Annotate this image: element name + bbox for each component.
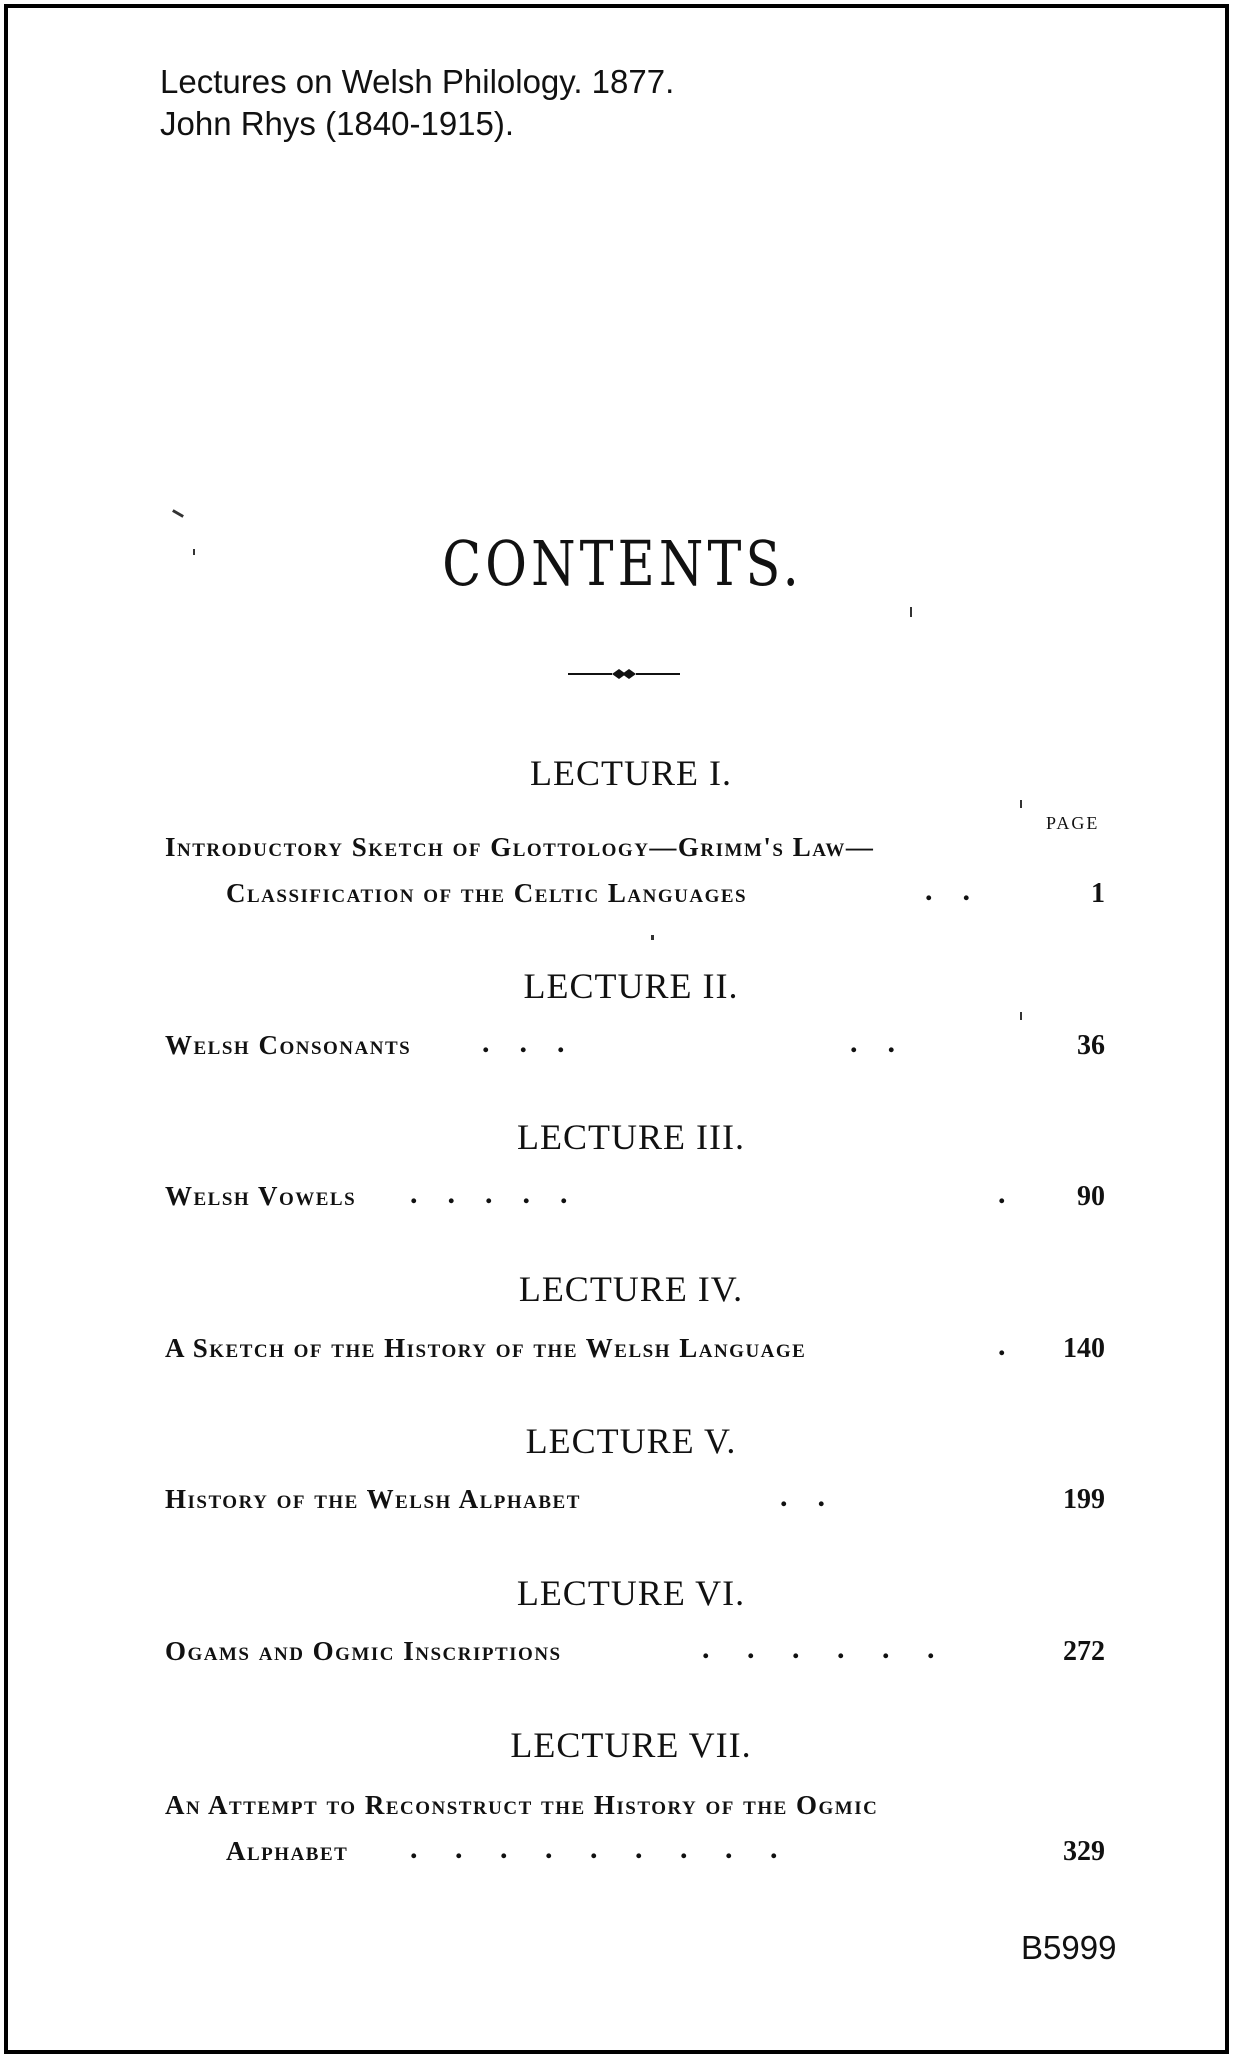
page-column-label: PAGE (1046, 813, 1100, 833)
lecture-heading-6: LECTURE VI. (516, 1573, 746, 1613)
toc-entry-4: A Sketch of the History of the Welsh Language (165, 1333, 807, 1363)
leader-dots: . . . (482, 1026, 565, 1059)
scan-speck (193, 549, 195, 555)
lecture-heading-3: LECTURE III. (517, 1117, 745, 1157)
leader-dots: . . (925, 874, 970, 907)
scan-speck (1020, 1012, 1022, 1020)
lecture-heading-2: LECTURE II. (523, 966, 739, 1006)
leader-dots: . . (850, 1026, 895, 1059)
toc-page-number-7: 329 (1063, 1836, 1105, 1867)
toc-entry-7-line-1: An Attempt to Reconstruct the History of the Ogmic (165, 1790, 879, 1820)
leader-dots: . . . . . . . . . (410, 1832, 778, 1865)
scan-speck (910, 607, 912, 617)
lecture-heading-5: LECTURE V. (525, 1421, 737, 1461)
leader-dots: . (998, 1329, 1006, 1362)
shelfmark: B5999 (1021, 1929, 1117, 1966)
toc-page-number-4: 140 (1063, 1333, 1105, 1364)
toc-page-number-2: 36 (1077, 1030, 1105, 1061)
lecture-heading-7: LECTURE VII. (510, 1725, 752, 1765)
ornament-rule-icon (568, 664, 680, 684)
leader-dots: . . . . . (410, 1177, 568, 1210)
toc-entry-3: Welsh Vowels (165, 1181, 357, 1211)
scan-speck (651, 935, 654, 940)
toc-page-number-3: 90 (1077, 1181, 1105, 1212)
lecture-heading-1: LECTURE I. (530, 753, 732, 793)
contents-title: CONTENTS. (442, 527, 803, 600)
leader-dots: . . . . . . (702, 1632, 935, 1665)
leader-dots: . (998, 1177, 1006, 1210)
toc-page-number-5: 199 (1063, 1484, 1105, 1515)
toc-entry-1-line-2: Classification of the Celtic Languages (226, 878, 748, 908)
toc-entry-7-line-2: Alphabet (226, 1836, 349, 1866)
catalog-note-author: John Rhys (1840-1915). (160, 105, 515, 142)
lecture-heading-4: LECTURE IV. (518, 1269, 744, 1309)
toc-page-number-1: 1 (1091, 878, 1105, 909)
catalog-note-title: Lectures on Welsh Philology. 1877. (160, 63, 675, 100)
toc-page-number-6: 272 (1063, 1636, 1105, 1667)
leader-dots: . . (780, 1480, 825, 1513)
scan-speck (1020, 800, 1022, 808)
toc-entry-1-line-1: Introductory Sketch of Glottology—Grimm's Law— (165, 832, 875, 862)
toc-entry-6: Ogams and Ogmic Inscriptions (165, 1636, 562, 1666)
toc-entry-5: History of the Welsh Alphabet (165, 1484, 581, 1514)
toc-entry-2: Welsh Consonants (165, 1030, 412, 1060)
